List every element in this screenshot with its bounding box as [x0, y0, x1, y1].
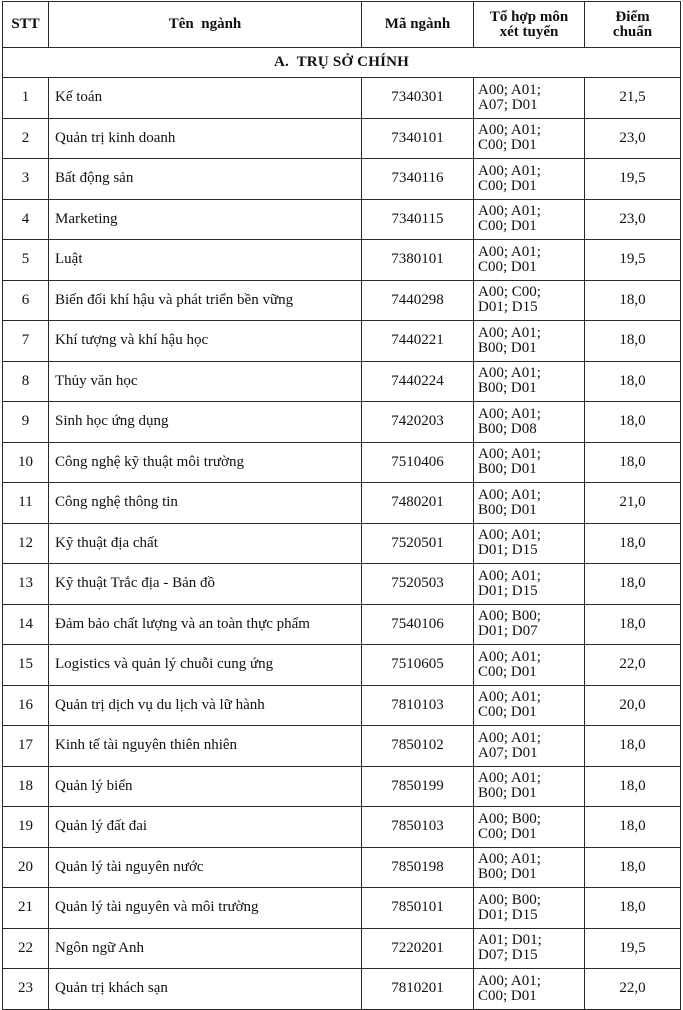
cell-major-name: Bất động sản — [49, 159, 362, 200]
cell-major-name: Luật — [49, 240, 362, 281]
table-row — [3, 645, 681, 686]
cell-stt: 23 — [3, 969, 49, 1010]
header-combo — [474, 2, 585, 48]
cell-major-code: 7510605 — [362, 645, 474, 686]
cell-major-name: Kỹ thuật địa chất — [49, 523, 362, 564]
cell-major-name: Biến đổi khí hậu và phát triển bền vững — [49, 280, 362, 321]
cell-stt: 8 — [3, 361, 49, 402]
cell-major-name: Logistics và quản lý chuỗi cung ứng — [49, 645, 362, 686]
cell-stt: 18 — [3, 766, 49, 807]
subject-combo-line-1: A00; A01; — [478, 365, 541, 382]
table-row — [3, 766, 681, 807]
cell-subject-combo — [474, 847, 585, 888]
header-combo-line1: Tổ hợp môn — [489, 8, 569, 25]
cell-major-name: Quản lý biển — [49, 766, 362, 807]
cell-stt: 6 — [3, 280, 49, 321]
subject-combo-line-1: A00; A01; — [478, 81, 541, 98]
cell-stt: 15 — [3, 645, 49, 686]
cell-major-name: Quản trị kinh doanh — [49, 118, 362, 159]
subject-combo-line-2: B00; D01 — [478, 461, 537, 478]
subject-combo-line-2: A07; D01 — [478, 96, 538, 113]
cell-major-name: Quản lý tài nguyên nước — [49, 847, 362, 888]
subject-combo-line-2: B00; D01 — [478, 785, 537, 802]
table-row — [3, 118, 681, 159]
cell-stt: 7 — [3, 321, 49, 362]
cell-subject-combo — [474, 807, 585, 848]
cell-subject-combo — [474, 928, 585, 969]
cell-major-code: 7520501 — [362, 523, 474, 564]
cell-subject-combo — [474, 159, 585, 200]
subject-combo-line-1: A00; A01; — [478, 851, 541, 868]
cell-cutoff-score: 22,0 — [585, 645, 681, 686]
subject-combo-line-2: A07; D01 — [478, 744, 538, 761]
cell-subject-combo — [474, 483, 585, 524]
subject-combo-line-2: B00; D01 — [478, 866, 537, 883]
cell-cutoff-score: 18,0 — [585, 402, 681, 443]
cell-stt: 9 — [3, 402, 49, 443]
cell-cutoff-score: 18,0 — [585, 442, 681, 483]
cell-major-name: Đảm bảo chất lượng và an toàn thực phẩm — [49, 604, 362, 645]
cell-major-code: 7420203 — [362, 402, 474, 443]
cell-stt: 22 — [3, 928, 49, 969]
table-row — [3, 807, 681, 848]
subject-combo-line-2: C00; D01 — [478, 177, 537, 194]
cell-subject-combo — [474, 361, 585, 402]
table-row — [3, 928, 681, 969]
cell-major-name: Khí tượng và khí hậu học — [49, 321, 362, 362]
cell-major-code: 7850103 — [362, 807, 474, 848]
subject-combo-line-1: A00; B00; — [478, 810, 541, 827]
subject-combo-line-1: A00; A01; — [478, 527, 541, 544]
cell-major-code: 7850102 — [362, 726, 474, 767]
subject-combo-line-2: B00; D01 — [478, 501, 537, 518]
header-score — [585, 2, 681, 48]
table-row — [3, 78, 681, 119]
cell-subject-combo — [474, 523, 585, 564]
cell-cutoff-score: 18,0 — [585, 888, 681, 929]
subject-combo-line-2: C00; D01 — [478, 137, 537, 154]
cell-major-name: Ngôn ngữ Anh — [49, 928, 362, 969]
cell-subject-combo — [474, 442, 585, 483]
subject-combo-line-1: A00; A01; — [478, 729, 541, 746]
cell-cutoff-score: 22,0 — [585, 969, 681, 1010]
subject-combo-line-1: A00; B00; — [478, 608, 541, 625]
cell-cutoff-score: 18,0 — [585, 523, 681, 564]
cell-major-code: 7540106 — [362, 604, 474, 645]
cell-major-code: 7810201 — [362, 969, 474, 1010]
cell-stt: 20 — [3, 847, 49, 888]
cell-subject-combo — [474, 564, 585, 605]
subject-combo-line-1: A00; A01; — [478, 486, 541, 503]
cell-major-code: 7480201 — [362, 483, 474, 524]
subject-combo-line-2: D01; D15 — [478, 582, 538, 599]
cell-subject-combo — [474, 645, 585, 686]
cell-major-name: Quản lý đất đai — [49, 807, 362, 848]
cell-major-name: Marketing — [49, 199, 362, 240]
cell-stt: 5 — [3, 240, 49, 281]
cell-cutoff-score: 19,5 — [585, 159, 681, 200]
cell-stt: 16 — [3, 685, 49, 726]
subject-combo-line-2: B00; D01 — [478, 339, 537, 356]
cell-major-code: 7220201 — [362, 928, 474, 969]
section-title: A. TRỤ SỞ CHÍNH — [3, 48, 681, 78]
cell-stt: 10 — [3, 442, 49, 483]
cell-cutoff-score: 18,0 — [585, 280, 681, 321]
subject-combo-line-2: C00; D01 — [478, 825, 537, 842]
subject-combo-line-1: A00; A01; — [478, 243, 541, 260]
table-row — [3, 564, 681, 605]
cell-stt: 4 — [3, 199, 49, 240]
cell-subject-combo — [474, 321, 585, 362]
cell-major-code: 7380101 — [362, 240, 474, 281]
header-name: Tên ngành — [49, 2, 362, 48]
cell-major-code: 7340115 — [362, 199, 474, 240]
subject-combo-line-1: A00; A01; — [478, 567, 541, 584]
subject-combo-line-1: A00; A01; — [478, 324, 541, 341]
header-score-line2: chuẩn — [612, 23, 653, 40]
table-row — [3, 280, 681, 321]
cell-major-code: 7510406 — [362, 442, 474, 483]
cell-subject-combo — [474, 78, 585, 119]
cell-subject-combo — [474, 240, 585, 281]
table-row — [3, 726, 681, 767]
cell-major-code: 7850198 — [362, 847, 474, 888]
cell-major-name: Sinh học ứng dụng — [49, 402, 362, 443]
header-row — [3, 2, 681, 48]
subject-combo-line-1: A00; A01; — [478, 405, 541, 422]
admission-score-table — [2, 1, 681, 1010]
cell-subject-combo — [474, 604, 585, 645]
subject-combo-line-1: A00; A01; — [478, 770, 541, 787]
subject-combo-line-1: A00; B00; — [478, 891, 541, 908]
cell-stt: 19 — [3, 807, 49, 848]
cell-major-code: 7850101 — [362, 888, 474, 929]
subject-combo-line-1: A00; A01; — [478, 648, 541, 665]
table-row — [3, 685, 681, 726]
cell-subject-combo — [474, 888, 585, 929]
subject-combo-line-2: B00; D08 — [478, 420, 537, 437]
table-row — [3, 969, 681, 1010]
header-stt: STT — [3, 2, 49, 48]
table-row — [3, 321, 681, 362]
table-row — [3, 888, 681, 929]
cell-major-code: 7440221 — [362, 321, 474, 362]
cell-major-name: Kinh tế tài nguyên thiên nhiên — [49, 726, 362, 767]
cell-cutoff-score: 18,0 — [585, 766, 681, 807]
cell-major-name: Kế toán — [49, 78, 362, 119]
subject-combo-line-2: D01; D15 — [478, 906, 538, 923]
cell-major-name: Công nghệ thông tin — [49, 483, 362, 524]
cell-cutoff-score: 23,0 — [585, 199, 681, 240]
table-row — [3, 199, 681, 240]
cell-major-name: Quản trị dịch vụ du lịch và lữ hành — [49, 685, 362, 726]
cell-major-name: Thủy văn học — [49, 361, 362, 402]
cell-major-code: 7440298 — [362, 280, 474, 321]
cell-major-code: 7520503 — [362, 564, 474, 605]
cell-stt: 17 — [3, 726, 49, 767]
cell-stt: 14 — [3, 604, 49, 645]
subject-combo-line-2: C00; D01 — [478, 987, 537, 1004]
subject-combo-line-1: A00; A01; — [478, 689, 541, 706]
cell-subject-combo — [474, 402, 585, 443]
cell-cutoff-score: 18,0 — [585, 807, 681, 848]
cell-stt: 12 — [3, 523, 49, 564]
header-combo-line2: xét tuyển — [499, 23, 559, 40]
subject-combo-line-1: A00; A01; — [478, 122, 541, 139]
header-score-line1: Điểm — [615, 8, 650, 25]
cell-cutoff-score: 21,0 — [585, 483, 681, 524]
cell-cutoff-score: 18,0 — [585, 321, 681, 362]
subject-combo-line-2: B00; D01 — [478, 380, 537, 397]
table-row — [3, 361, 681, 402]
cell-stt: 21 — [3, 888, 49, 929]
cell-subject-combo — [474, 685, 585, 726]
table-row — [3, 159, 681, 200]
cell-subject-combo — [474, 118, 585, 159]
cell-cutoff-score: 18,0 — [585, 361, 681, 402]
table-row — [3, 442, 681, 483]
cell-cutoff-score: 20,0 — [585, 685, 681, 726]
table-row — [3, 402, 681, 443]
cell-subject-combo — [474, 766, 585, 807]
cell-major-name: Công nghệ kỹ thuật môi trường — [49, 442, 362, 483]
subject-combo-line-1: A00; A01; — [478, 446, 541, 463]
cell-major-code: 7850199 — [362, 766, 474, 807]
cell-subject-combo — [474, 280, 585, 321]
cell-major-code: 7340116 — [362, 159, 474, 200]
cell-major-code: 7340301 — [362, 78, 474, 119]
subject-combo-line-1: A00; C00; — [478, 284, 541, 301]
subject-combo-line-2: D01; D07 — [478, 623, 538, 640]
cell-stt: 1 — [3, 78, 49, 119]
subject-combo-line-2: C00; D01 — [478, 704, 537, 721]
cell-major-code: 7440224 — [362, 361, 474, 402]
header-code: Mã ngành — [362, 2, 474, 48]
table-row — [3, 847, 681, 888]
subject-combo-line-1: A00; A01; — [478, 162, 541, 179]
table-row — [3, 523, 681, 564]
cell-major-name: Quản trị khách sạn — [49, 969, 362, 1010]
subject-combo-line-1: A00; A01; — [478, 203, 541, 220]
cell-cutoff-score: 18,0 — [585, 564, 681, 605]
cell-subject-combo — [474, 969, 585, 1010]
cell-cutoff-score: 23,0 — [585, 118, 681, 159]
cell-subject-combo — [474, 199, 585, 240]
cell-cutoff-score: 21,5 — [585, 78, 681, 119]
subject-combo-line-1: A01; D01; — [478, 932, 542, 949]
cell-cutoff-score: 18,0 — [585, 847, 681, 888]
cell-cutoff-score: 18,0 — [585, 726, 681, 767]
cell-cutoff-score: 18,0 — [585, 604, 681, 645]
subject-combo-line-2: D01; D15 — [478, 542, 538, 559]
cell-major-name: Kỹ thuật Trắc địa - Bản đồ — [49, 564, 362, 605]
table-row — [3, 604, 681, 645]
subject-combo-line-2: D01; D15 — [478, 299, 538, 316]
cell-cutoff-score: 19,5 — [585, 240, 681, 281]
subject-combo-line-2: C00; D01 — [478, 218, 537, 235]
cell-cutoff-score: 19,5 — [585, 928, 681, 969]
subject-combo-line-2: C00; D01 — [478, 663, 537, 680]
section-row — [3, 48, 681, 78]
subject-combo-line-1: A00; A01; — [478, 972, 541, 989]
cell-major-code: 7340101 — [362, 118, 474, 159]
cell-stt: 13 — [3, 564, 49, 605]
table-row — [3, 483, 681, 524]
table-row — [3, 240, 681, 281]
cell-stt: 11 — [3, 483, 49, 524]
cell-stt: 3 — [3, 159, 49, 200]
cell-stt: 2 — [3, 118, 49, 159]
subject-combo-line-2: D07; D15 — [478, 947, 538, 964]
cell-subject-combo — [474, 726, 585, 767]
cell-major-code: 7810103 — [362, 685, 474, 726]
cell-major-name: Quản lý tài nguyên và môi trường — [49, 888, 362, 929]
subject-combo-line-2: C00; D01 — [478, 258, 537, 275]
